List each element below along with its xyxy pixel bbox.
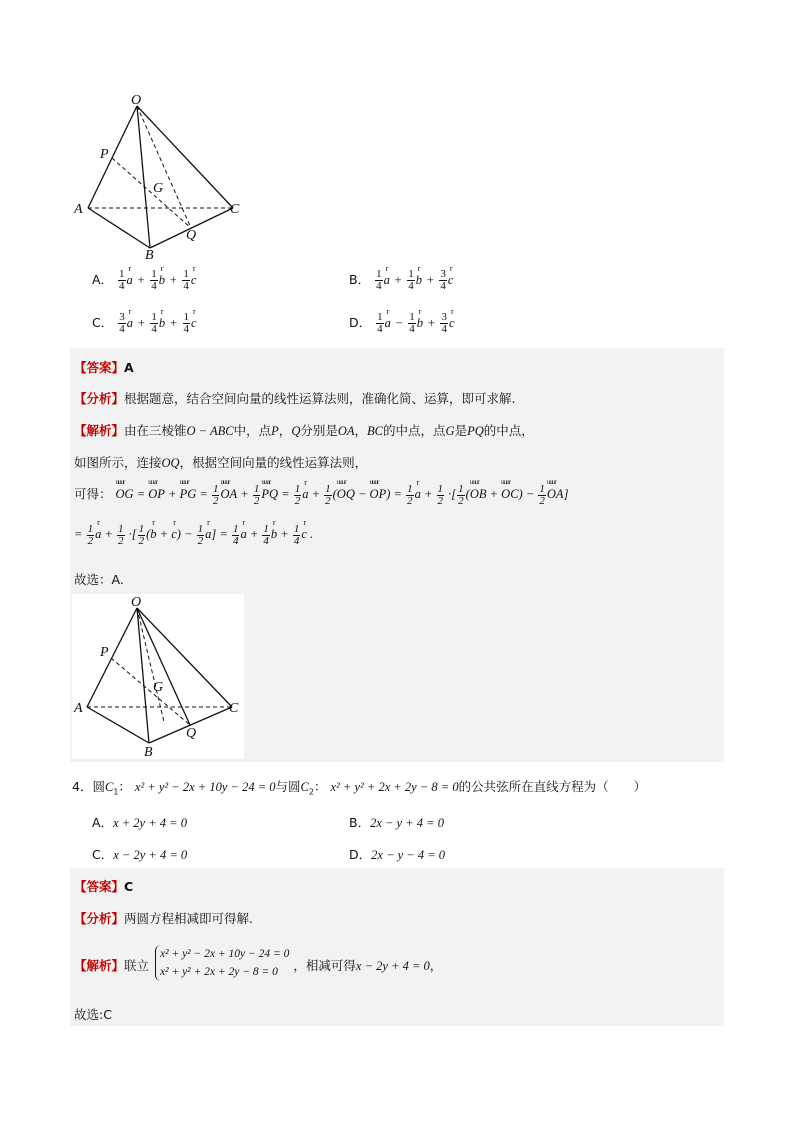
q4-analysis: 【分析】两圆方程相减即可得解. [74,911,253,926]
tetrahedron-figure-top [70,92,260,262]
q4-stem: 4．圆$C_1$： x² + y² − 2x + 10y − 24 = 0与圆$C_2$： x² + y² + 2x + 2y − 8 = 0的公共弦所在直线方程为（ ） [72,779,647,797]
label-P: P [100,645,109,660]
label-P: P [100,147,109,162]
q3-option-a[interactable]: A． $\frac{1}{4}$ r a + $\frac{1}{4}$ r b + $\frac{1}{4}$ r c [92,269,196,292]
q3-solution-line4 [74,524,313,547]
label-C: C [229,701,239,716]
q3-answer: 【答案】A [74,360,134,375]
q4-answer: 【答案】C [74,879,134,894]
q4-option-a[interactable]: A．x + 2y + 4 = 0 [92,815,187,830]
label-Q: Q [186,726,197,741]
q3-choose: 故选：A. [74,572,124,587]
label-Q: Q [186,228,197,243]
q3-analysis: 【分析】根据题意，结合空间向量的线性运算法则，准确化简、运算，即可求解. [74,391,516,406]
label-O: O [131,595,142,610]
vector-equation-1: uuur OG = uuur OP + uuur PG = $\frac{1}{2}$ uuur OA + $\frac{1}{2}$ uuur PQ = $\frac{1}{2}$ r a + $\frac{1}{2}$ (uuur OQ − uuur OP) = $\frac{1}{2}$ r a + $\frac{1}{2}$ ·[ $\frac{1}{2}$ (uuur OB + uuur OC) − $\frac{1}{2}$ uuur OA] [116,487,569,501]
label-C: C [230,202,240,217]
label-O: O [131,93,142,108]
q3-solution-line1: 【解析】由在三棱锥O − ABC中，点P，Q分别是OA，BC的中点，点G是PQ的中点， [74,423,534,438]
q4-option-c[interactable]: C．x − 2y + 4 = 0 [92,847,188,862]
q3-option-b[interactable]: B． $\frac{1}{4}$ r a + $\frac{1}{4}$ r b + $\frac{3}{4}$ r c [349,269,453,292]
label-A: A [74,202,83,217]
q3-option-d[interactable]: D． $\frac{1}{4}$ r a − $\frac{1}{4}$ r b + $\frac{3}{4}$ r c [349,312,455,335]
q4-option-b[interactable]: B．2x − y + 4 = 0 [349,815,444,830]
q4-solution: 【解析】联立 x² + y² − 2x + 10y − 24 = 0 x² + y² + 2x + 2y − 8 = 0 ，相减可得x − 2y + 4 = 0， [74,945,442,985]
label-A: A [74,701,83,716]
equation-system: x² + y² − 2x + 10y − 24 = 0 x² + y² + 2x + 2y − 8 = 0 [155,945,289,981]
label-B: B [144,745,153,760]
label-B: B [145,248,154,262]
tetrahedron-figure-solution [70,592,250,762]
q3-option-c[interactable]: C． $\frac{3}{4}$ r a + $\frac{1}{4}$ r b + $\frac{1}{4}$ r c [92,312,197,335]
q3-solution-line2: 如图所示，连接OQ，根据空间向量的线性运算法则， [74,455,368,470]
q4-choose: 故选:C [74,1007,112,1022]
q4-option-d[interactable]: D．2x − y − 4 = 0 [349,847,446,862]
label-G: G [153,181,164,196]
label-G: G [153,680,164,695]
vector-equation-2: = $\frac{1}{2}$ r a + $\frac{1}{2}$ ·[ $\frac{1}{2}$ (r b + r c) − $\frac{1}{2}$ r a] = $\frac{1}{4}$ r a + $\frac{1}{4}$ r b + $\frac{1}{4}$ r c . [74,527,313,541]
q3-solution-line3: 可得： uuur OG = uuur OP + uuur PG = $\frac{1}{2}$ uuur OA + $\frac{1}{2}$ uuur PQ = $\frac{1}{2}$ r a + $\frac{1}{2}$ (uuur OQ − uuur OP) = $\frac{1}{2}$ r a + $\frac{1}{2}$ ·[ $\frac{1}{2}$ (uuur OB + uuur OC) − $\frac{1}{2}$ uuur OA] [74,484,568,507]
